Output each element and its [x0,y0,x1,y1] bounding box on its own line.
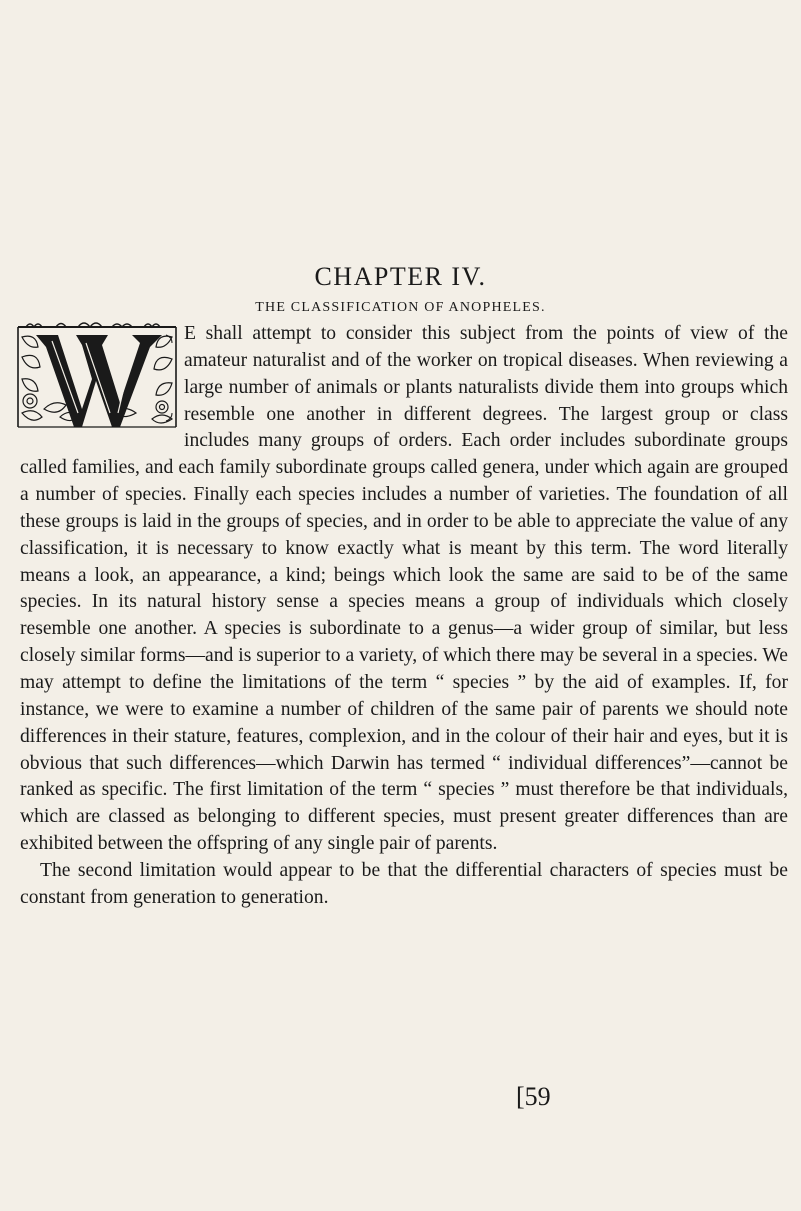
ornamental-w-initial-icon [16,321,179,431]
chapter-heading: CHAPTER IV. [314,262,487,291]
page-number: [59 [516,1082,551,1111]
text-block [20,321,788,912]
section-title: THE CLASSIFICATION OF ANOPHELES. [255,300,546,315]
paragraph-2: The second limitation would appear to be that the differential characters of species must be constant from generation to generation. [20,859,788,908]
paragraph-1: E shall attempt to consider this subject from the points of view of the amateur naturalist and of the worker on tropical diseases. When reviewing a large number of animals or plants naturalists divide them into groups which resemble one another in different degrees. The largest group or class includes many groups of orders. Each order includes subordinate groups called families, and each family subordinate groups called genera, under which again are grouped a number of species. Finally each species includes a number of varieties. The foundation of all these groups is laid in the groups of species, and in order to be able to appreciate the value of any classification, it is necessary to know exactly what is meant by this term. The word literally means a look, an appearance, a kind; beings which look the same are said to be of the same species. In its natural history sense a species means a group of individuals which closely resemble one another. A species is subordinate to a genus—a wider group of similar, but less closely similar forms—and is superior to a variety, of which there may be several in a species. We may attempt to define the limitations of the term “ species ” by the aid of examples. If, for instance, we were to examine a number of children of the same pair of parents we should note differences in their stature, features, complexion, and in the colour of their hair and eyes, but it is obvious that such differences—which Darwin has termed “ individual differences”—cannot be ranked as specific. The first limitation of the term “ species ” must therefore be that individuals, which are classed as belonging to different species, must present greater differences than are exhibited between the offspring of any single pair of parents. [20,323,788,855]
